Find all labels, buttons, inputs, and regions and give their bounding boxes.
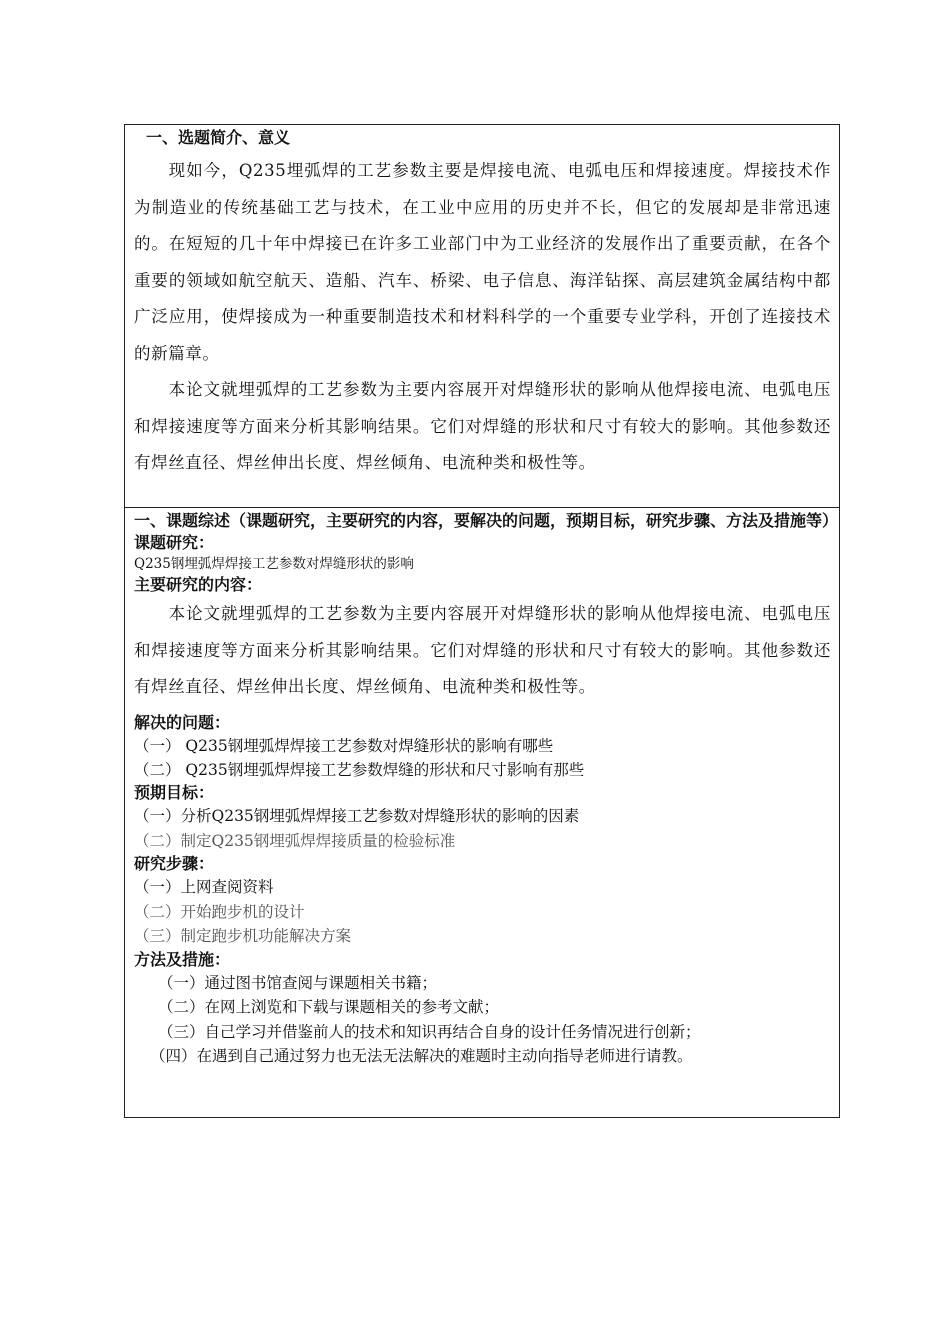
overview-cell [125,508,839,1117]
problems-label: 解决的问题： [134,712,231,732]
steps-label: 研究步骤： [134,854,215,873]
intro-paragraph-2: 本论文就埋弧焊的工艺参数为主要内容展开对焊缝形状的影响从他焊接电流、电弧电压和焊接速度等方面来分析其影响结果。它们对焊缝的形状和尺寸有较大的影响。其他参数还有焊丝直径、焊丝伸出长度、焊丝倾角、电流种类和极性等。 [134,380,831,472]
step-item: （一）上网查阅资料 [134,878,274,896]
problem-item: （二） Q235钢埋弧焊焊接工艺参数焊缝的形状和尺寸影响有那些 [134,761,585,779]
problem-item: （一） Q235钢埋弧焊焊接工艺参数对焊缝形状的影响有哪些 [134,736,554,755]
method-item: （三）自己学习并借鉴前人的技术和知识再结合自身的设计任务情况进行创新； [158,1022,701,1041]
step-item: （二）开始跑步机的设计 [134,902,305,921]
goal-item: （二）制定Q235钢埋弧焊焊接质量的检验标准 [134,831,456,850]
research-text: Q235钢埋弧焊焊接工艺参数对焊缝形状的影响 [134,556,414,572]
method-item: （二）在网上浏览和下载与课题相关的参考文献； [158,998,500,1016]
proposal-table [124,124,840,1118]
section-heading-intro: 一、选题简介、意义 [146,128,291,147]
method-item: （一）通过图书馆查阅与课题相关书籍； [158,973,438,992]
research-label: 课题研究： [134,533,215,552]
section-heading-overview: 一、课题综述（课题研究，主要研究的内容，要解决的问题，预期目标，研究步骤、方法及措施等） [134,511,839,530]
intro-cell [125,125,839,508]
method-item: （四）在遇到自己通过努力也无法无法解决的难题时主动向指导老师进行请教。 [150,1047,693,1065]
content-label: 主要研究的内容： [134,575,263,594]
methods-label: 方法及措施： [134,949,231,969]
step-item: （三）制定跑步机功能解决方案 [134,927,352,945]
content-paragraph: 本论文就埋弧焊的工艺参数为主要内容展开对焊缝形状的影响从他焊接电流、电弧电压和焊接速度等方面来分析其影响结果。它们对焊缝的形状和尺寸有较大的影响。其他参数还有焊丝直径、焊丝伸出长度、焊丝倾角、电流种类和极性等。 [134,604,831,696]
goals-label: 预期目标： [134,783,215,802]
goal-item: （一）分析Q235钢埋弧焊焊接工艺参数对焊缝形状的影响的因素 [134,807,580,825]
intro-paragraph-1: 现如今，Q235埋弧焊的工艺参数主要是焊接电流、电弧电压和焊接速度。焊接技术作为制造业的传统基础工艺与技术，在工业中应用的历史并不长，但它的发展却是非常迅速的。在短短的几十年中焊接已在许多工业部门中为工业经济的发展作出了重要贡献，在各个重要的领域如航空航天、造船、汽车、桥梁、电子信息、海洋钻探、高层建筑金属结构中都广泛应用，使焊接成为一种重要制造技术和材料科学的一个重要专业学科，开创了连接技术的新篇章。 [134,161,831,363]
